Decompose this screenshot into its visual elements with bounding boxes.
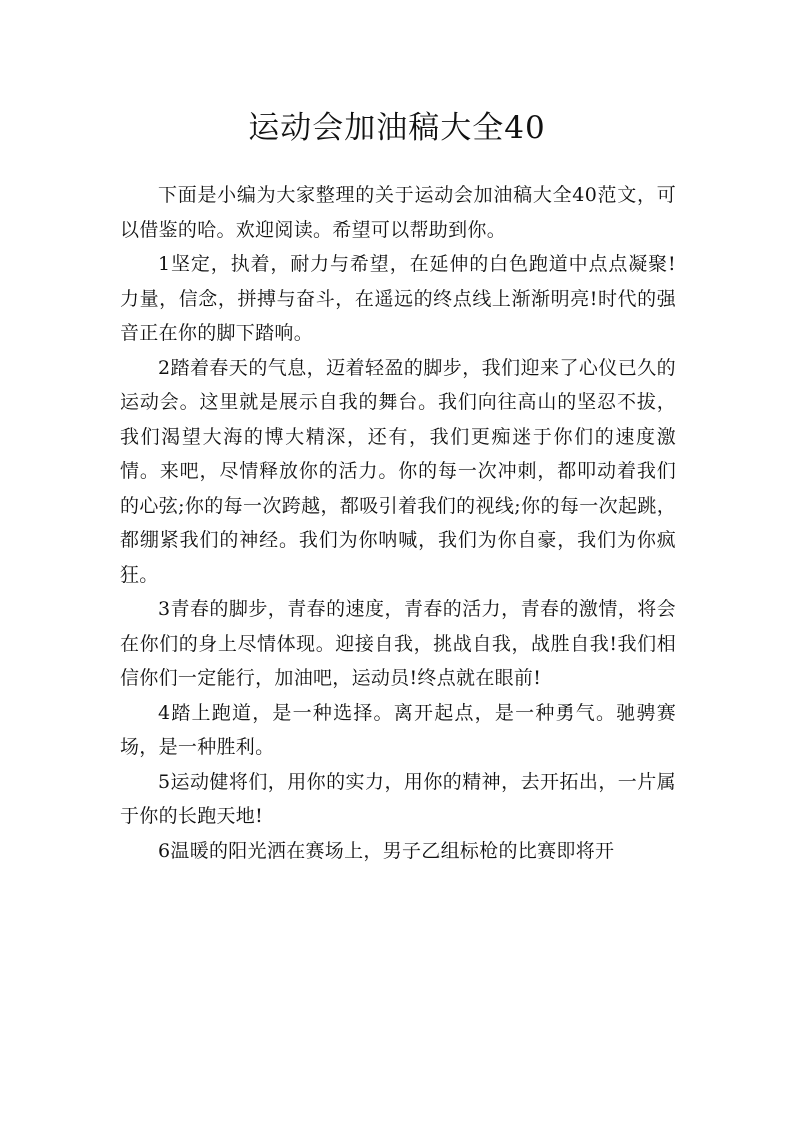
cheer-paragraph-4: 4踏上跑道，是一种选择。离开起点，是一种勇气。驰骋赛场，是一种胜利。 xyxy=(120,701,676,758)
intro-paragraph: 下面是小编为大家整理的关于运动会加油稿大全40范文，可以借鉴的哈。欢迎阅读。希望可以帮助到你。 xyxy=(120,184,676,241)
cheer-paragraph-1: 1坚定，执着，耐力与希望，在延伸的白色跑道中点点凝聚!力量，信念，拼搏与奋斗，在遥远的终点线上渐渐明亮!时代的强音正在你的脚下踏响。 xyxy=(120,253,676,344)
cheer-paragraph-2: 2踏着春天的气息，迈着轻盈的脚步，我们迎来了心仪已久的运动会。这里就是展示自我的舞台。我们向往高山的坚忍不拔，我们渴望大海的博大精深，还有，我们更痴迷于你们的速度激情。来吧，尽情释放你的活力。你的每一次冲刺，都叩动着我们的心弦;你的每一次跨越，都吸引着我们的视线;你的每一次起跳，都绷紧我们的神经。我们为你呐喊，我们为你自豪，我们为你疯狂。 xyxy=(120,356,676,586)
cheer-paragraph-3: 3青春的脚步，青春的速度，青春的活力，青春的激情，将会在你们的身上尽情体现。迎接自我，挑战自我，战胜自我!我们相信你们一定能行，加油吧，运动员!终点就在眼前! xyxy=(120,598,676,689)
document-title: 运动会加油稿大全40 xyxy=(248,110,546,146)
document-body xyxy=(120,178,676,868)
cheer-paragraph-5: 5运动健将们，用你的实力，用你的精神，去开拓出，一片属于你的长跑天地! xyxy=(120,770,676,827)
cheer-paragraph-6: 6温暖的阳光洒在赛场上，男子乙组标枪的比赛即将开 xyxy=(158,839,615,862)
